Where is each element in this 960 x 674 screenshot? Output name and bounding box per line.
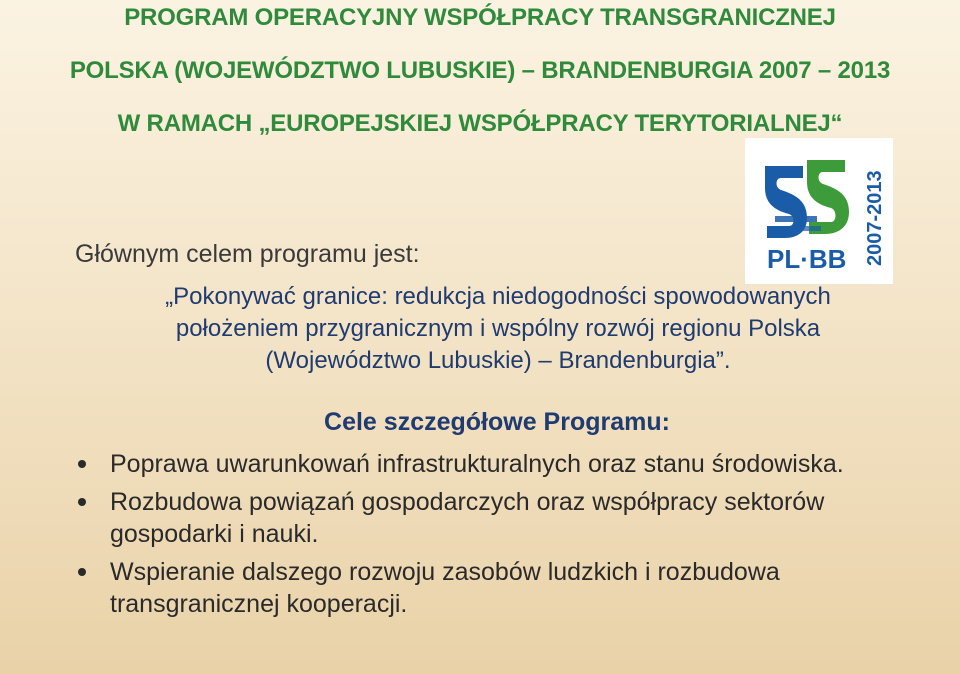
header-title-line-2: POLSKA (WOJEWÓDZTWO LUBUSKIE) – BRANDENBURGIA 2007 – 2013 [69, 57, 891, 84]
logo-text: PL·BB [767, 244, 847, 274]
logo-years: 2007-2013 [864, 170, 886, 266]
pl-bb-logo [745, 138, 893, 284]
goal-quote-line-3: (Województwo Lubuskie) – Brandenburgia”. [265, 347, 731, 374]
goal-quote-line-1: „Pokonywać granice: redukcja niedogodności spowodowanych [165, 283, 831, 310]
goal-quote [118, 281, 878, 377]
subgoals-heading: Cele szczegółowe Programu: [324, 408, 670, 436]
subgoal-item: Poprawa uwarunkowań infrastrukturalnych oraz stanu środowiska. [78, 448, 938, 480]
goal-heading: Głównym celem programu jest: [75, 240, 420, 268]
logo-stripe-1 [775, 216, 817, 222]
goal-quote-line-2: położeniem przygranicznym i wspólny rozwój regionu Polska [175, 315, 821, 342]
header-title-line-1: PROGRAM OPERACYJNY WSPÓŁPRACY TRANSGRANICZNEJ [124, 4, 836, 31]
header-title-line-3: W RAMACH „EUROPEJSKIEJ WSPÓŁPRACY TERYTORIALNEJ“ [117, 110, 843, 137]
logo-s-green-shape [807, 160, 849, 234]
subgoal-item: Wspieranie dalszego rozwoju zasobów ludzkich i rozbudowa transgranicznej kooperacji. [78, 556, 938, 620]
logo-stripe-2 [785, 226, 821, 231]
subgoal-item: Rozbudowa powiązań gospodarczych oraz współpracy sektorów gospodarki i nauki. [78, 486, 938, 550]
pl-bb-logo-graphic [745, 138, 893, 284]
subgoals-list [78, 448, 938, 626]
